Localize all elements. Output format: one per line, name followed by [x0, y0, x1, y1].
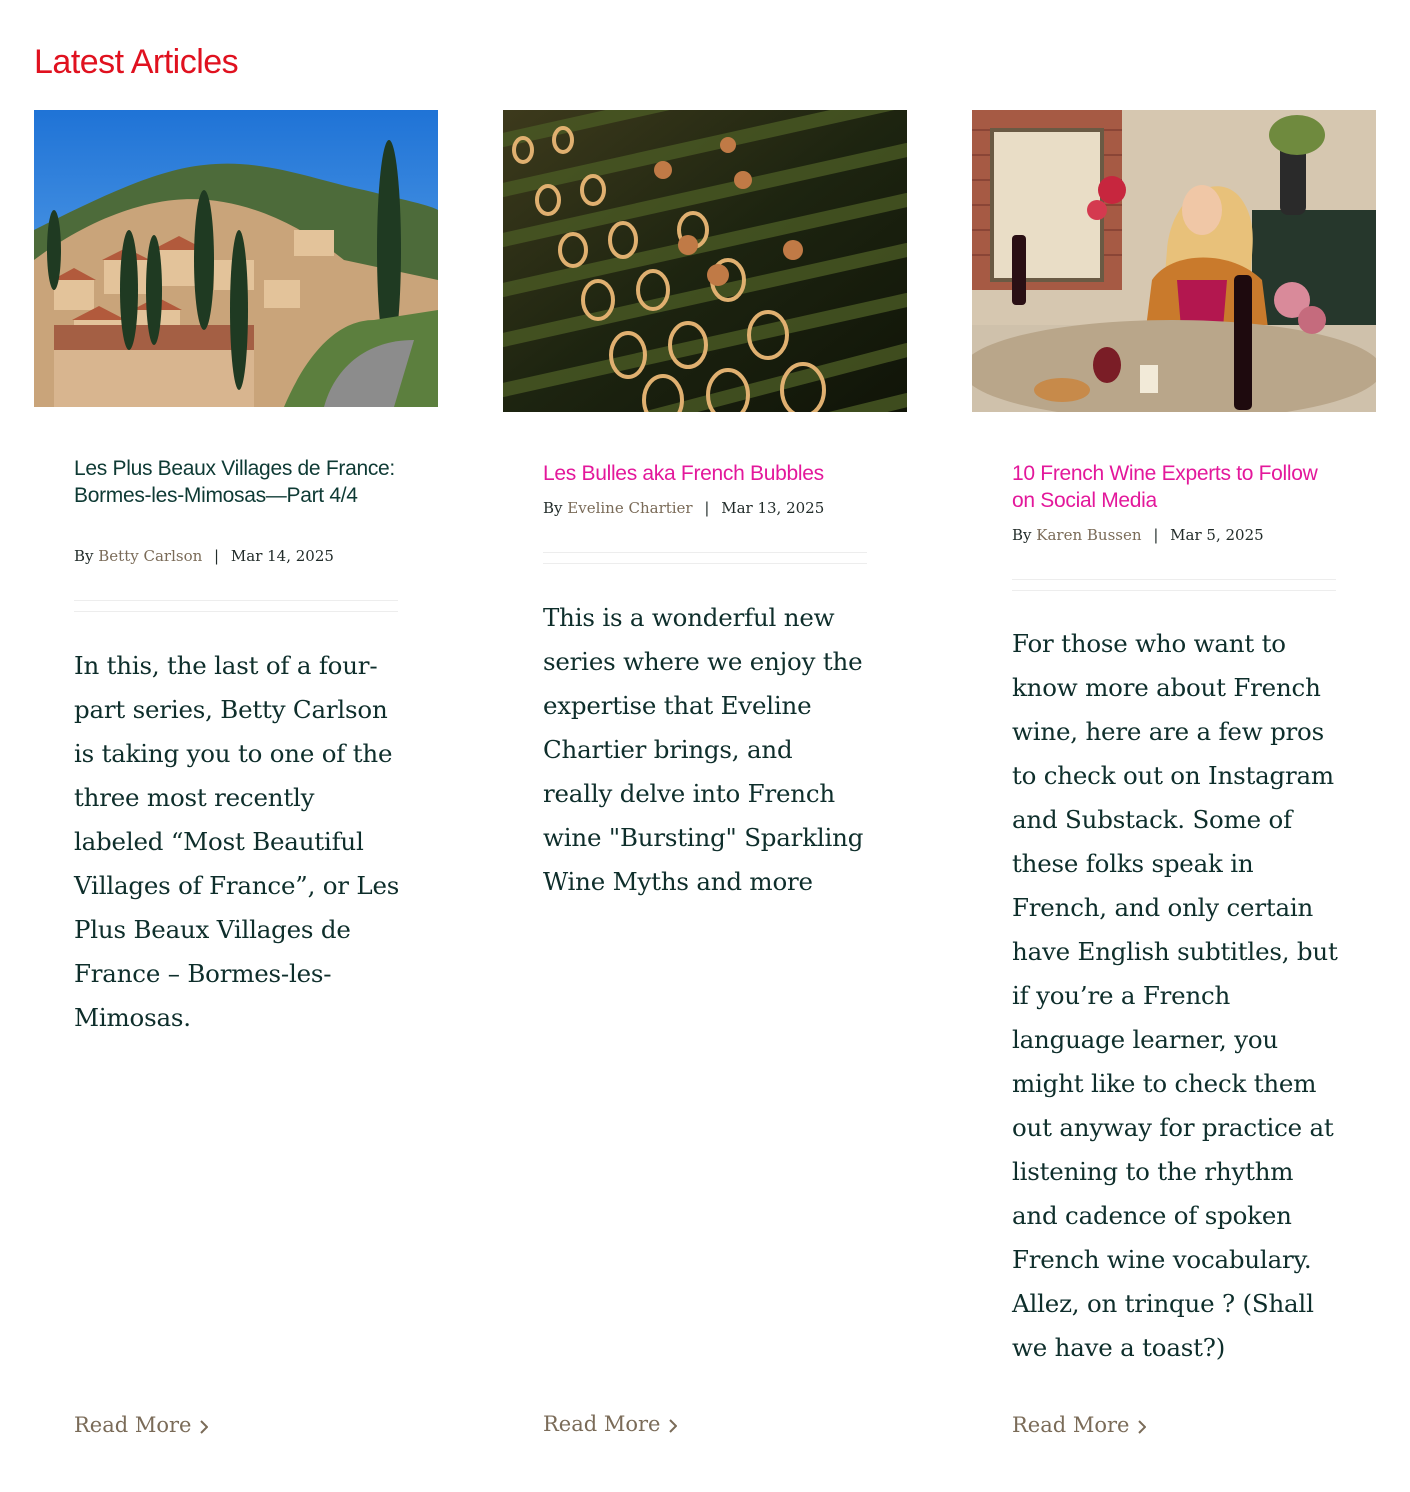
meta-separator: | [1153, 526, 1159, 544]
meta-separator: | [214, 547, 220, 565]
article-meta [74, 547, 334, 565]
article-title-link[interactable]: 10 French Wine Experts to Follow on Social Media [1012, 462, 1318, 512]
author-link[interactable]: Karen Bussen [1036, 526, 1142, 544]
woman-wine-table-photo [972, 110, 1376, 412]
author-link[interactable]: Eveline Chartier [567, 499, 693, 517]
article-excerpt: This is a wonderful new series where we enjoy the expertise that Eveline Chartier brings, and really delve into French wine "Bursting" Sparkling Wine Myths and more [543, 603, 864, 896]
read-more-label: Read More [1012, 1413, 1130, 1437]
article-card [34, 110, 438, 1470]
article-date: Mar 13, 2025 [721, 499, 825, 517]
article-image-link[interactable] [34, 110, 438, 407]
read-more-link[interactable] [1012, 1413, 1146, 1437]
hillside-village-photo [34, 110, 438, 407]
article-card [972, 110, 1376, 1470]
article-excerpt: For those who want to know more about French wine, here are a few pros to check out on Instagram and Substack. Some of these folks speak in French, and only certain have English subtitles, but if you’re a French language learner, you might like to check them out anyway for practice at listening to the rhythm and cadence of spoken French wine vocabulary. Allez, on trinque ? (Shall we have a toast?) [1012, 629, 1338, 1362]
article-card [503, 110, 907, 1470]
read-more-link[interactable] [543, 1412, 677, 1436]
by-label: By [543, 499, 563, 517]
article-title-link[interactable]: Les Bulles aka French Bubbles [543, 462, 824, 485]
by-label: By [74, 547, 94, 565]
article-title-link[interactable]: Les Plus Beaux Villages de France: Bormes-les-Mimosas—Part 4/4 [74, 457, 395, 507]
read-more-label: Read More [74, 1413, 192, 1437]
article-image-link[interactable] [503, 110, 907, 412]
article-date: Mar 5, 2025 [1170, 526, 1264, 544]
meta-separator: | [704, 499, 710, 517]
champagne-bottles-cellar-photo [503, 110, 907, 412]
divider [74, 600, 398, 612]
chevron-right-icon [669, 1419, 677, 1433]
read-more-label: Read More [543, 1412, 661, 1436]
divider [1012, 579, 1336, 591]
article-date: Mar 14, 2025 [230, 547, 334, 565]
article-excerpt: In this, the last of a four-part series, Betty Carlson is taking you to one of the three most recently labeled “Most Beautiful Villages of France”, or Les Plus Beaux Villages de France – Bormes-les-Mimosas. [74, 651, 400, 1032]
author-link[interactable]: Betty Carlson [98, 547, 203, 565]
article-image-link[interactable] [972, 110, 1376, 412]
chevron-right-icon [200, 1420, 208, 1434]
by-label: By [1012, 526, 1032, 544]
article-meta [1012, 526, 1264, 544]
read-more-link[interactable] [74, 1413, 208, 1437]
chevron-right-icon [1138, 1420, 1146, 1434]
divider [543, 552, 867, 564]
section-title: Latest Articles [34, 43, 239, 81]
article-meta [543, 499, 824, 517]
